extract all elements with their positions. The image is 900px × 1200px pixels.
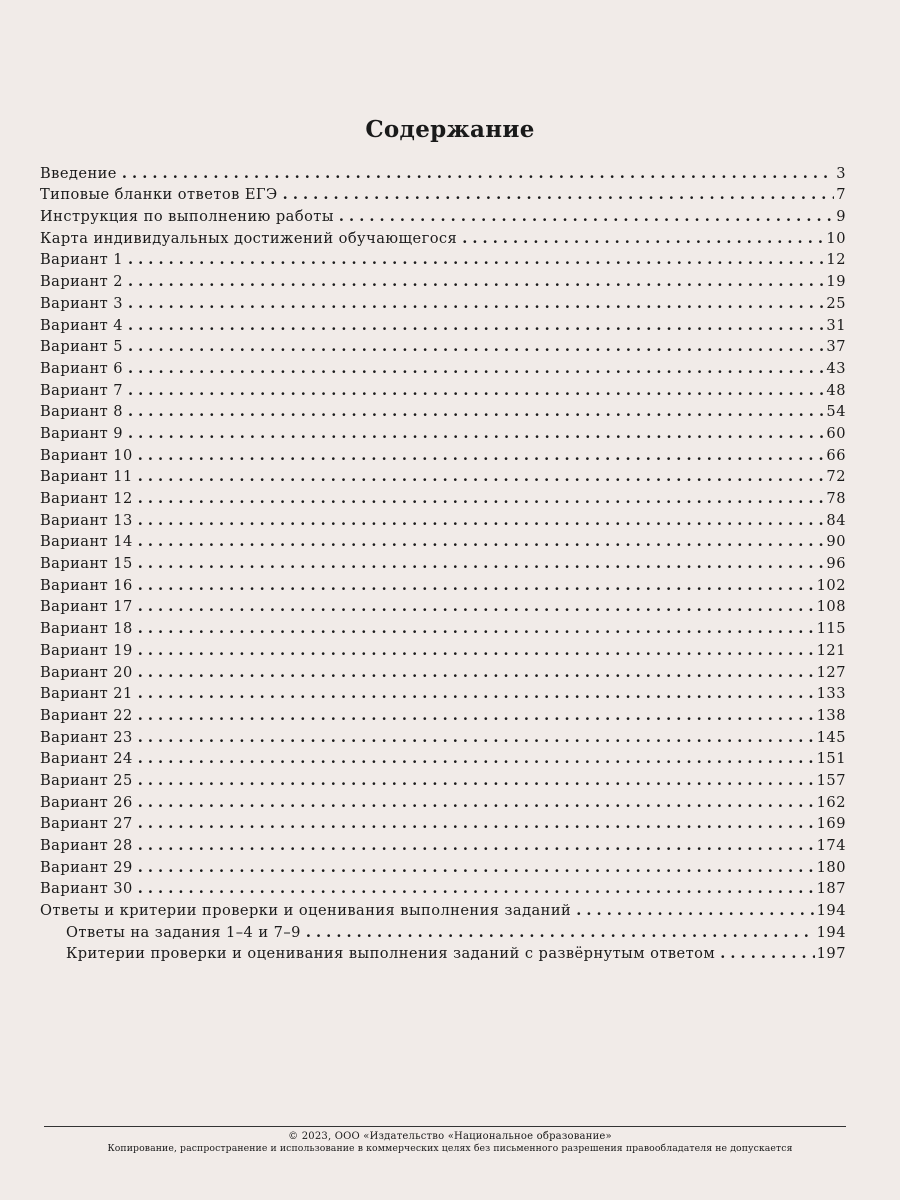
toc-entry — [40, 789, 846, 811]
toc-entry-label: Вариант 14 — [40, 533, 133, 551]
toc-leader-dots — [138, 642, 815, 659]
toc-entry — [40, 312, 846, 334]
toc-entry — [40, 876, 846, 898]
toc-leader-dots — [138, 468, 825, 485]
toc-entry — [40, 702, 846, 724]
toc-entry-label: Вариант 23 — [40, 728, 133, 746]
toc-entry — [40, 399, 846, 421]
toc-entry-label: Вариант 22 — [40, 706, 133, 724]
toc-leader-dots — [138, 815, 815, 832]
toc-leader-dots — [462, 230, 824, 247]
toc-entry-label: Вариант 21 — [40, 685, 133, 703]
toc-leader-dots — [283, 186, 835, 203]
toc-entry — [40, 746, 846, 768]
toc-leader-dots — [138, 555, 825, 572]
toc-entry-label: Ответы на задания 1–4 и 7–9 — [66, 923, 301, 941]
toc-entry-label: Вариант 5 — [40, 338, 123, 356]
toc-entry-page-number: 102 — [816, 576, 846, 594]
page-title: Содержание — [365, 116, 535, 143]
toc-entry — [40, 615, 846, 637]
toc-entry-page-number: 162 — [816, 793, 846, 811]
toc-leader-dots — [128, 317, 824, 334]
toc-entry-page-number: 54 — [826, 403, 846, 421]
toc-entry-page-number: 90 — [826, 533, 846, 551]
toc-entry-page-number: 187 — [816, 880, 846, 898]
toc-entry-label: Вариант 24 — [40, 750, 133, 768]
toc-leader-dots — [576, 902, 814, 919]
toc-entry-page-number: 96 — [826, 555, 846, 573]
toc-entry-page-number: 133 — [816, 685, 846, 703]
toc-leader-dots — [128, 425, 824, 442]
toc-entry-page-number: 174 — [816, 837, 846, 854]
toc-entry-page-number: 9 — [836, 208, 846, 226]
toc-leader-dots — [138, 490, 825, 507]
toc-entry — [40, 377, 846, 399]
toc-leader-dots — [138, 598, 815, 615]
toc-leader-dots — [138, 750, 815, 767]
toc-entry — [40, 941, 846, 963]
toc-entry — [40, 811, 846, 833]
toc-leader-dots — [128, 403, 824, 420]
toc-entry-page-number: 37 — [826, 338, 846, 356]
toc-entry-page-number: 157 — [816, 771, 846, 789]
toc-entry-page-number: 138 — [816, 706, 846, 724]
toc-leader-dots — [138, 685, 815, 702]
toc-entry — [40, 919, 846, 941]
toc-entry-label: Вариант 28 — [40, 837, 133, 854]
toc-entry — [40, 442, 846, 464]
toc-entry-label: Инструкция по выполнению работы — [40, 208, 334, 226]
toc-leader-dots — [128, 251, 824, 268]
toc-entry — [40, 247, 846, 269]
toc-entry — [40, 637, 846, 659]
toc-entry-page-number: 3 — [836, 164, 846, 182]
toc-entry-label: Вариант 19 — [40, 641, 133, 659]
footer-divider — [44, 1126, 846, 1127]
toc-entry — [40, 160, 846, 182]
toc-entry — [40, 507, 846, 529]
toc-entry — [40, 355, 846, 377]
toc-leader-dots — [138, 664, 815, 681]
toc-leader-dots — [306, 924, 815, 941]
toc-entry-page-number: 194 — [816, 923, 846, 941]
toc-entry — [40, 529, 846, 551]
toc-entry — [40, 334, 846, 356]
toc-leader-dots — [128, 360, 824, 377]
toc-entry — [40, 420, 846, 442]
toc-entry-page-number: 25 — [826, 294, 846, 312]
toc-entry — [40, 268, 846, 290]
toc-leader-dots — [138, 447, 825, 464]
toc-entry-label: Вариант 4 — [40, 316, 123, 334]
toc-entry-page-number: 121 — [816, 641, 846, 659]
toc-entry — [40, 767, 846, 789]
toc-entry — [40, 832, 846, 854]
toc-entry — [40, 225, 846, 247]
toc-leader-dots — [138, 772, 815, 789]
footer-copyright: © 2023, ООО «Издательство «Национальное образование» — [288, 1131, 612, 1142]
toc-entry-label: Вариант 1 — [40, 251, 123, 269]
toc-entry-label: Вариант 26 — [40, 793, 133, 811]
toc-leader-dots — [122, 165, 834, 182]
toc-leader-dots — [128, 338, 824, 355]
toc-entry — [40, 550, 846, 572]
table-of-contents — [40, 160, 846, 962]
toc-entry-page-number: 127 — [816, 663, 846, 681]
toc-entry-label: Типовые бланки ответов ЕГЭ — [40, 186, 278, 204]
toc-entry-page-number: 151 — [816, 750, 846, 768]
toc-entry-page-number: 43 — [826, 359, 846, 377]
toc-entry-page-number: 7 — [836, 186, 846, 204]
toc-entry-page-number: 19 — [826, 273, 846, 291]
toc-entry-page-number: 84 — [826, 511, 846, 529]
toc-leader-dots — [138, 794, 815, 811]
toc-entry — [40, 485, 846, 507]
footer-notice: Копирование, распространение и использование в коммерческих целях без письменного разрешения правообладателя не допускается — [107, 1143, 793, 1154]
toc-leader-dots — [138, 533, 825, 550]
toc-entry-label: Вариант 9 — [40, 424, 123, 442]
toc-entry-page-number: 197 — [816, 945, 846, 963]
toc-entry-page-number: 115 — [816, 620, 846, 638]
toc-entry — [40, 897, 846, 919]
toc-entry — [40, 854, 846, 876]
toc-leader-dots — [128, 382, 824, 399]
toc-entry-label: Вариант 27 — [40, 815, 133, 833]
toc-entry-page-number: 108 — [816, 598, 846, 616]
toc-entry-page-number: 145 — [816, 728, 846, 746]
toc-entry-label: Вариант 29 — [40, 858, 133, 876]
toc-entry-page-number: 169 — [816, 815, 846, 833]
toc-entry-label: Критерии проверки и оценивания выполнения заданий с развёрнутым ответом — [66, 945, 716, 963]
toc-leader-dots — [138, 880, 815, 897]
toc-entry-label: Введение — [40, 164, 117, 182]
toc-leader-dots — [138, 620, 815, 637]
toc-entry-label: Вариант 17 — [40, 598, 133, 616]
toc-entry-page-number: 66 — [826, 446, 846, 464]
toc-entry-label: Вариант 11 — [40, 468, 133, 486]
toc-entry-page-number: 31 — [826, 316, 846, 334]
toc-entry-label: Вариант 7 — [40, 381, 123, 399]
toc-entry-label: Вариант 18 — [40, 620, 133, 638]
toc-leader-dots — [138, 577, 815, 594]
toc-leader-dots — [138, 707, 815, 724]
toc-entry-label: Вариант 3 — [40, 294, 123, 312]
toc-leader-dots — [138, 837, 815, 854]
toc-entry — [40, 290, 846, 312]
toc-entry — [40, 464, 846, 486]
toc-leader-dots — [128, 295, 824, 312]
toc-entry-page-number: 12 — [826, 251, 846, 269]
toc-entry-label: Вариант 13 — [40, 511, 133, 529]
toc-entry-label: Вариант 8 — [40, 403, 123, 421]
toc-entry-page-number: 180 — [816, 858, 846, 876]
toc-entry-label: Вариант 2 — [40, 273, 123, 291]
toc-entry-label: Карта индивидуальных достижений обучающегося — [40, 229, 458, 247]
toc-entry-page-number: 72 — [826, 468, 846, 486]
toc-entry-label: Вариант 16 — [40, 576, 133, 594]
toc-leader-dots — [138, 859, 815, 876]
toc-entry-page-number: 78 — [826, 490, 846, 507]
toc-entry-page-number: 60 — [826, 424, 846, 442]
toc-leader-dots — [339, 208, 834, 225]
toc-entry-label: Вариант 15 — [40, 555, 133, 573]
toc-entry — [40, 724, 846, 746]
toc-entry-page-number: 48 — [826, 381, 846, 399]
toc-entry-label: Вариант 10 — [40, 446, 133, 464]
toc-entry-label: Вариант 30 — [40, 880, 133, 898]
toc-leader-dots — [128, 273, 824, 290]
toc-entry-label: Вариант 12 — [40, 490, 133, 507]
toc-entry-page-number: 10 — [826, 229, 846, 247]
toc-leader-dots — [138, 729, 815, 746]
toc-entry — [40, 182, 846, 204]
toc-entry — [40, 203, 846, 225]
toc-entry — [40, 572, 846, 594]
toc-entry — [40, 594, 846, 616]
toc-entry — [40, 681, 846, 703]
toc-leader-dots — [720, 945, 814, 962]
toc-leader-dots — [138, 512, 825, 529]
toc-entry-label: Вариант 6 — [40, 359, 123, 377]
toc-entry-label: Вариант 20 — [40, 663, 133, 681]
toc-entry-label: Вариант 25 — [40, 771, 133, 789]
toc-entry — [40, 659, 846, 681]
toc-entry-page-number: 194 — [816, 902, 846, 920]
toc-entry-label: Ответы и критерии проверки и оценивания выполнения заданий — [40, 902, 572, 920]
